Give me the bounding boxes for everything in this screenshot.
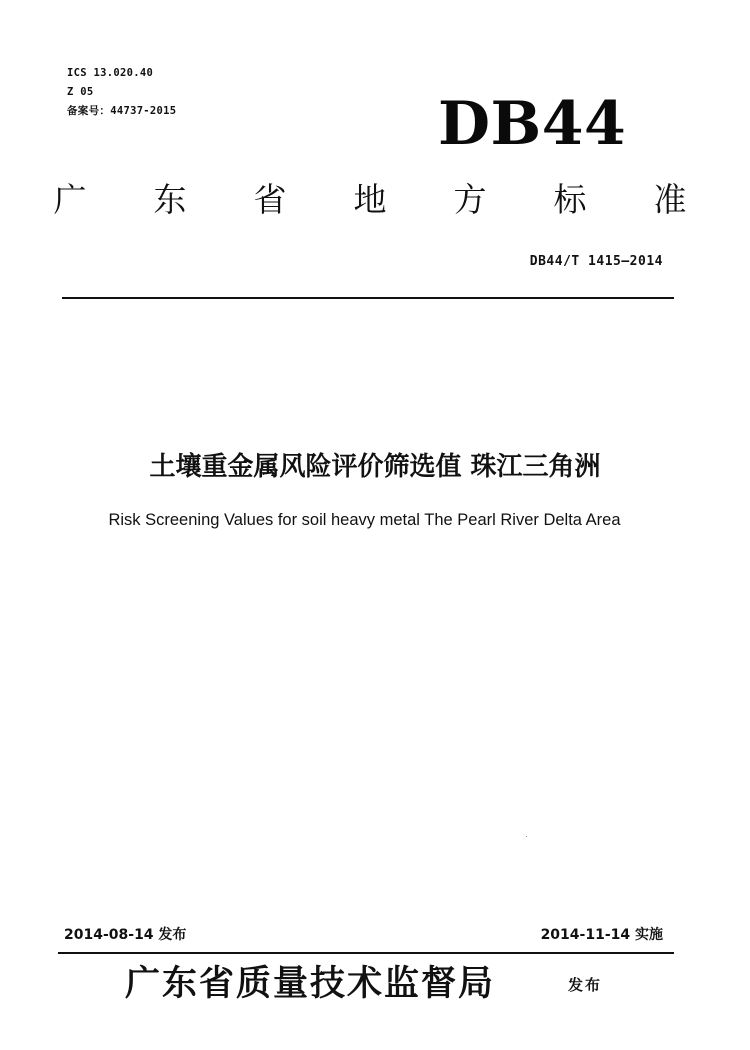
standard-type-char: 地 <box>353 180 387 219</box>
standard-number: DB44/T 1415—2014 <box>529 254 663 269</box>
record-number-value: 44737-2015 <box>110 105 177 117</box>
standard-type-char: 省 <box>253 180 287 219</box>
record-number-label: 备案号： <box>67 105 111 117</box>
standard-type-char: 广 <box>53 180 87 219</box>
standard-type-heading <box>50 178 690 222</box>
standard-type-char: 标 <box>553 180 587 219</box>
top-divider <box>62 297 674 299</box>
issuer-suffix: 发布 <box>568 976 603 994</box>
standard-type-char: 东 <box>153 180 187 219</box>
db44-logo: DB44 <box>438 89 627 159</box>
scan-speck <box>526 836 527 837</box>
english-title: Risk Screening Values for soil heavy metal The Pearl River Delta Area <box>108 511 621 529</box>
effective-date: 2014-11-14 实施 <box>540 927 663 943</box>
bottom-divider <box>58 952 674 954</box>
record-number-line <box>67 104 176 118</box>
ics-code: ICS 13.020.40 <box>67 67 154 79</box>
publish-date: 2014-08-14 发布 <box>64 927 187 943</box>
standard-type-char: 方 <box>453 180 487 219</box>
issuing-authority: 广东省质量技术监督局 <box>125 963 496 1004</box>
standard-type-char: 准 <box>653 180 687 219</box>
chinese-title: 土壤重金属风险评价筛选值 珠江三角洲 <box>149 452 601 482</box>
classification-code: Z 05 <box>67 86 94 98</box>
